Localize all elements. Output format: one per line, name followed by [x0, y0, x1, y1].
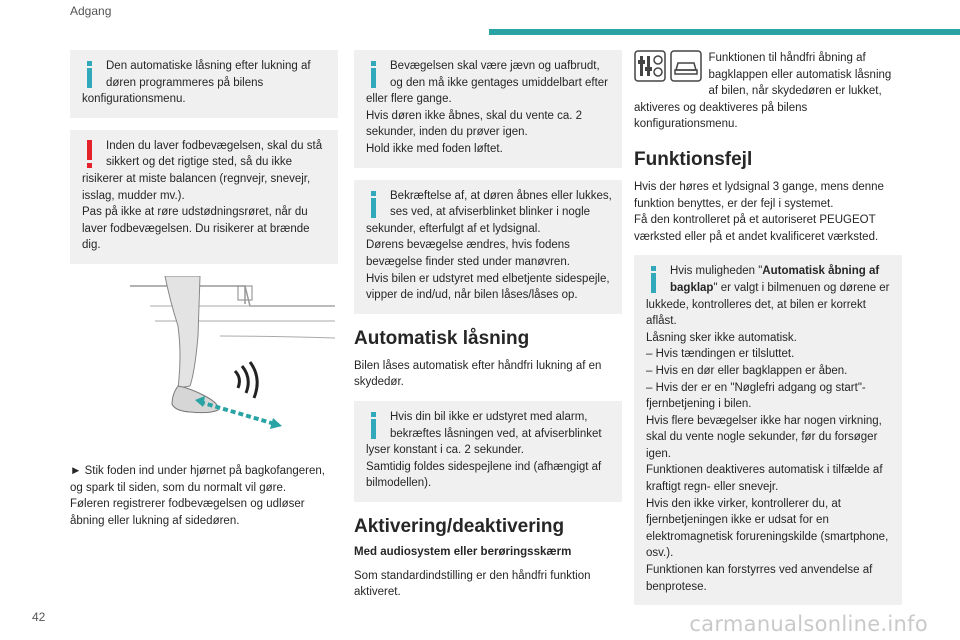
note-text	[646, 263, 892, 595]
info-note	[70, 50, 338, 118]
intro-text: Funktionen til håndfri åbning af bagklappen eller automatisk låsning af bilen, når skydedøren er lukket, aktiveres og deaktiveres på bilens konfigurationsmenu.	[634, 52, 892, 131]
settings-panel-icon	[634, 50, 666, 82]
info-icon	[82, 58, 102, 90]
page-number: 42	[32, 610, 46, 624]
header-accent-bar	[489, 29, 960, 35]
note-bold-option: Automatisk åbning af bagklap	[670, 265, 880, 294]
malfunction-text: Hvis der høres et lydsignal 3 gange, mens denne funktion benyttes, er der fejl i systemet. Få den kontrolleret på et autoriseret PEUGEOT værksted eller på et andet kvalificeret værksted.	[634, 180, 884, 243]
note-text: Hvis din bil ikke er udstyret med alarm, bekræftes låsningen ved, at afviserblinket lyser konstant i ca. 2 sekunder. Samtidig foldes sidespejlene ind (afhængigt af bilmodellen).	[366, 410, 602, 490]
subheading-audio: Med audiosystem eller berøringsskærm	[354, 545, 572, 558]
info-icon	[646, 263, 666, 295]
heading-automatic-locking: Automatisk låsning	[354, 327, 530, 349]
activation-text: Som standardindstilling er den håndfri funktion aktiveret.	[354, 569, 591, 599]
column-2	[354, 50, 622, 611]
info-note	[354, 180, 622, 314]
section-title: Adgang	[70, 4, 112, 18]
heading-malfunction: Funktionsfejl	[634, 148, 753, 170]
heading-activation: Aktivering/deaktivering	[354, 515, 565, 537]
warning-note	[70, 130, 338, 264]
step-text: ► Stik foden ind under hjørnet på bagkofangeren, og spark til siden, som du normalt vil gøre. Føleren registrerer fodbevægelsen og udløser åbning eller lukning af sidedøren.	[70, 464, 325, 527]
info-icon	[366, 58, 386, 90]
note-text: Den automatiske låsning efter lukning af døren programmeres på bilens konfigurationsmenu.	[82, 60, 311, 106]
note-rest: " er valgt i bilmenuen og dørene er lukkede, kontrolleres det, at bilen er korrekt aflåst. Låsning sker ikke automatisk. – Hvis tændingen er tilsluttet. – Hvis en dør eller bagklappen er åben. – Hvis der er en "Nøglefri adgang og start"-fjernbetjening i bilen. Hvis flere bevægelser ikke har nogen virkning, skal du vente nogle sekunder, før du forsøger igen. Funktionen deaktiveres automatisk i tilfælde af kraftigt regn- eller snevejr. Hvis den ikke virker, kontrollerer du, at fjernbetjeningen ikke er udsat for en elektromagnetisk forureningskilde (smartphone, osv.). Funktionen kan forstyrres ved anvendelse af benprotese.	[646, 281, 890, 593]
column-1	[70, 50, 338, 539]
note-prefix: Hvis muligheden "	[670, 265, 763, 278]
info-note	[634, 255, 902, 605]
watermark: carmanualsonline.info	[689, 612, 928, 636]
column-3	[634, 50, 902, 617]
note-text: Bekræftelse af, at døren åbnes eller lukkes, ses ved, at afviserblinket blinker i nogle sekunder, efterfulgt af et lydsignal. Dørens bevægelse ændres, hvis fodens bevægelse finder sted under manøvren. Hvis bilen er udstyret med elbetjente sidespejle, vipper de ind/ud, når bilen låses/låses op.	[366, 189, 612, 302]
info-icon	[366, 188, 386, 220]
intro-block	[634, 50, 902, 143]
note-text: Bevægelsen skal være jævn og uafbrudt, og den må ikke gentages umiddelbart efter eller flere gange. Hvis døren ikke åbnes, skal du vente ca. 2 sekunder, inden du prøver igen. Hold ikke med foden løftet.	[366, 60, 608, 155]
foot-kick-illustration	[70, 276, 338, 451]
warning-icon	[82, 138, 102, 170]
auto-lock-text: Bilen låses automatisk efter håndfri lukning af en skydedør.	[354, 359, 602, 389]
car-icon	[670, 50, 702, 82]
info-icon	[366, 409, 386, 441]
info-note	[354, 50, 622, 168]
system-icons	[634, 50, 702, 87]
warning-text: Inden du laver fodbevægelsen, skal du stå sikkert og det rigtige sted, så du ikke risikerer at miste balancen (regnvejr, snevejr, isslag, mudder mv.). Pas på ikke at røre udstødningsrøret, når du laver fodbevægelsen. Du risikerer at brænde dig.	[82, 139, 323, 252]
info-note	[354, 401, 622, 502]
